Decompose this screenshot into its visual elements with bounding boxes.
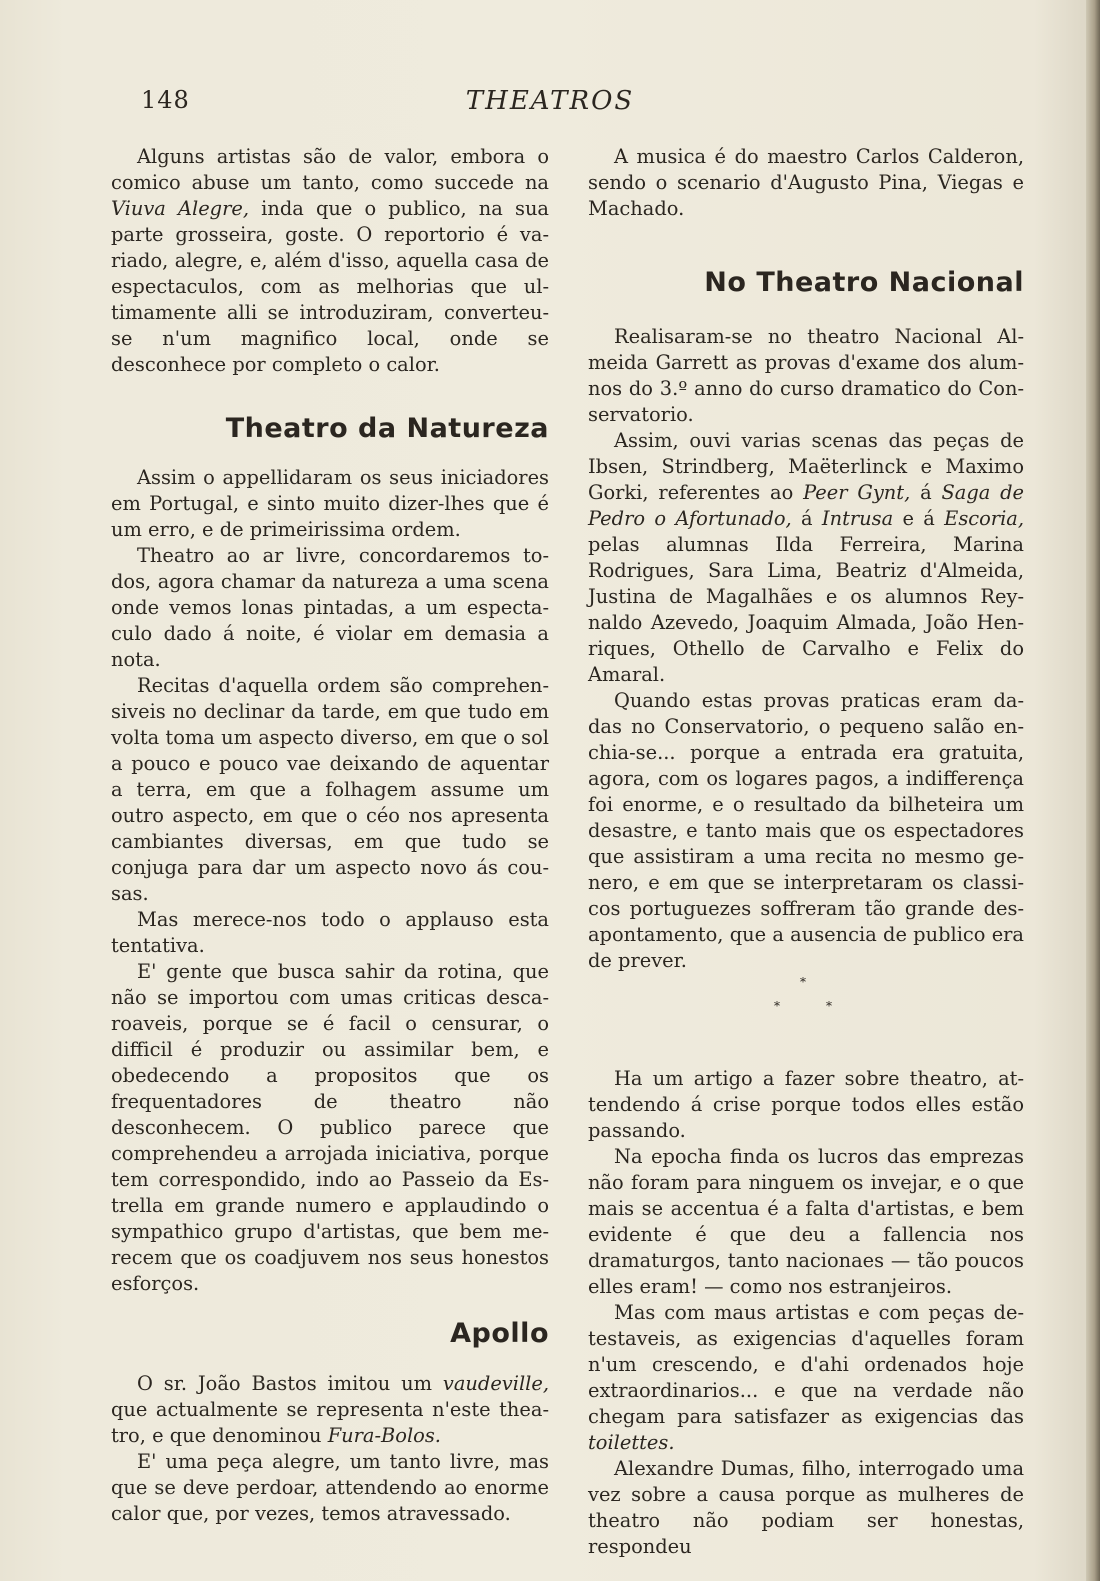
intro-paragraph xyxy=(111,144,549,378)
paragraph: Quando estas provas praticas eram dadas no Conservatorio, o pequeno salão enchia-se... porque a entrada era gratuita, agora, com os logares pagos, a indifferença foi enorme, e o resultado da bilheteira um desastre, e tanto mais que os espectadores que assistiram a uma recita no mesmo genero, e em que se interpretaram os classicos portuguezes soffreram tão grande desapontamento, que a ausencia de publico era de prever. xyxy=(588,689,1024,972)
italic-word: toilettes. xyxy=(588,1431,675,1454)
paragraph: Recitas d'aquella ordem são comprehensiveis no declinar da tarde, em que tudo em volta toma um aspecto diverso, em que o sol a pouco e pouco vae deixando de aquentar a terra, em que a folhagem assume um outro aspecto, em que o céo nos apresenta cambiantes diversas, em que tudo se conjuga para dar um aspecto novo ás cousas. xyxy=(111,674,549,905)
running-title: THEATROS xyxy=(465,86,635,116)
apollo-italic-2: Fura-Bolos. xyxy=(327,1424,441,1447)
text-run: á xyxy=(910,481,942,504)
italic-title: Escoria, xyxy=(944,507,1025,530)
paragraph: Mas merece-nos todo o applauso esta tentativa. xyxy=(111,908,549,957)
italic-title: Saga de Pedro o Afortunado, xyxy=(588,481,1025,530)
italic-title: Peer Gynt, xyxy=(803,481,911,504)
section-separator xyxy=(770,975,840,1015)
text-run: Mas com maus artistas e com peças detestaveis, as exigencias d'aquelles foram n'um crescendo, e d'ahi ordenados hoje extraordinarios... e que na verdade não chegam para satisfazer as exigencias das xyxy=(588,1301,1024,1428)
paragraph: E' gente que busca sahir da rotina, que não se importou com umas criticas descaroaveis, porque se é facil o censurar, o difficil é produzir ou assimilar bem, e obedecendo a propositos que os frequentadores de theatro não desconhecem. O publico parece que comprehendeu a arrojada iniciativa, porque tem correspondido, indo ao Passeio da Estrella em grande numero e applaudindo o sympathico grupo d'artistas, que bem merecem que os coadjuvem nos seus honestos esforços. xyxy=(111,960,549,1295)
intro-text-b: inda que o publico, na sua parte grosseira, goste. O reportorio é variado, alegre, e, além d'isso, aquella casa de espectaculos, com as melhorias que ultimamente alli se introduziram, converteu-se n'um magnifico local, onde se desconhece por completo o calor. xyxy=(111,197,549,376)
paragraph: Theatro ao ar livre, concordaremos todos, agora chamar da natureza a uma scena onde vemos lonas pintadas, a um espectaculo dado á noite, é violar em demasia a nota. xyxy=(111,544,549,671)
heading-apollo: Apollo xyxy=(450,1318,549,1349)
separator-star: * xyxy=(774,999,780,1013)
paragraph: A musica é do maestro Carlos Calderon, sendo o scenario d'Augusto Pina, Viegas e Machado. xyxy=(588,145,1024,220)
text-run: pelas alumnas Ilda Ferreira, Marina Rodrigues, Sara Lima, Beatriz d'Almeida, Justina de Magalhães e os alumnos Reynaldo Azevedo, Joaquim Almada, João Henriques, Othello de Carvalho e Felix do Amaral. xyxy=(588,533,1024,686)
paragraph: E' uma peça alegre, um tanto livre, mas que se deve perdoar, attendendo ao enorme calor que, por vezes, temos atravessado. xyxy=(111,1450,549,1525)
page-edge xyxy=(1086,0,1100,1581)
apollo-italic-1: vaudeville, xyxy=(442,1372,549,1395)
text-run: e á xyxy=(893,507,945,530)
paragraph xyxy=(111,1371,549,1449)
right-column xyxy=(588,144,1024,1560)
paragraph: Realisaram-se no theatro Nacional Almeida Garrett as provas d'exame dos alumnos do 3.º anno do curso dramatico do Conservatorio. xyxy=(588,325,1024,426)
paragraph: Alexandre Dumas, filho, interrogado uma vez sobre a causa porque as mulheres de theatro não podiam ser honestas, respondeu xyxy=(588,1457,1024,1558)
paragraph: Na epocha finda os lucros das emprezas não foram para ninguem os invejar, e o que mais se accentua é a falta d'artistas, e bem evidente é que deu a fallencia nos dramaturgos, tanto nacionaes — tão poucos elles eram! — como nos estranjeiros. xyxy=(588,1145,1024,1298)
italic-title: Intrusa xyxy=(821,507,894,530)
left-column xyxy=(111,144,549,1527)
separator-star: * xyxy=(826,999,832,1013)
intro-italic: Viuva Alegre, xyxy=(111,197,250,220)
paragraph xyxy=(588,428,1024,688)
page-number: 148 xyxy=(141,86,190,114)
heading-no-theatro-nacional: No Theatro Nacional xyxy=(704,267,1024,298)
text-run: Assim, ouvi varias scenas das peças de Ibsen, Strindberg, Maëterlinck e Maximo Gorki, referentes ao xyxy=(588,429,1024,504)
separator-star: * xyxy=(800,975,806,989)
apollo-text-a: O sr. João Bastos imitou um xyxy=(137,1372,443,1395)
heading-theatro-natureza: Theatro da Natureza xyxy=(225,413,549,444)
text-run: á xyxy=(791,507,822,530)
paragraph: Assim o appellidaram os seus iniciadores em Portugal, e sinto muito dizer-lhes que é um erro, e de primeirissima ordem. xyxy=(111,466,549,541)
apollo-text-b: que actualmente se representa n'este theatro, e que denominou xyxy=(111,1398,549,1447)
paragraph: Ha um artigo a fazer sobre theatro, attendendo á crise porque todos elles estão passando. xyxy=(588,1067,1024,1142)
intro-text-a: Alguns artistas são de valor, embora o comico abuse um tanto, como succede na xyxy=(111,145,549,194)
paragraph xyxy=(588,1300,1024,1456)
